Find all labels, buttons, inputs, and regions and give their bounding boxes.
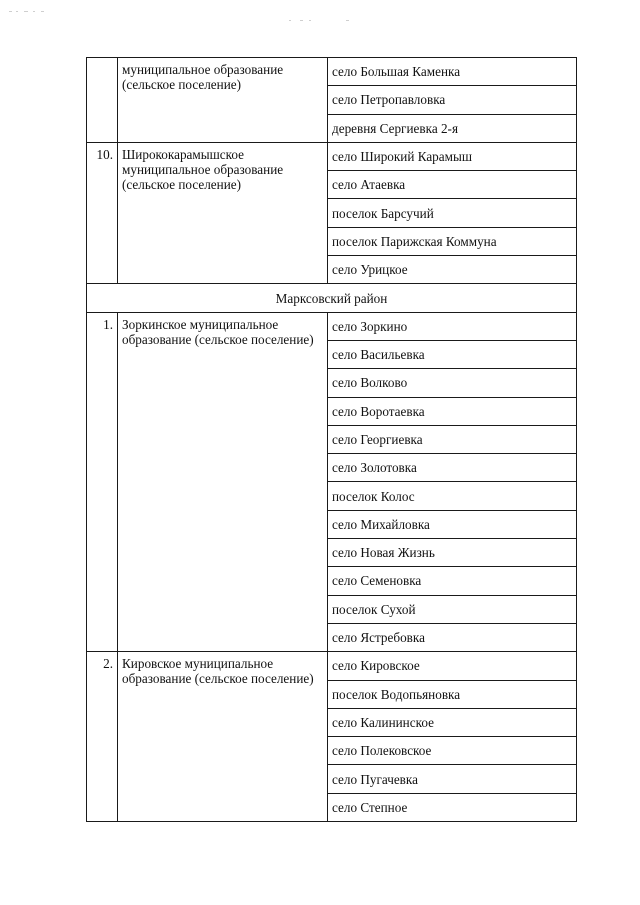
settlement-name: село Ястребовка [328,623,577,651]
settlements-table [86,57,577,822]
settlement-name: село Петропавловка [328,86,577,114]
settlement-name: село Широкий Карамыш [328,142,577,170]
settlement-name: поселок Барсучий [328,199,577,227]
settlement-name: село Кировское [328,652,577,680]
row-number [87,58,118,143]
settlement-name: село Пугачевка [328,765,577,793]
row-number: 1. [87,312,118,652]
municipality-name: Зоркинское муниципальное образование (сельское поселение) [118,312,328,652]
municipality-name: Кировское муниципальное образование (сельское поселение) [118,652,328,822]
region-title: Марксовский район [87,284,577,312]
settlement-name: деревня Сергиевка 2-я [328,114,577,142]
settlement-name: село Большая Каменка [328,58,577,86]
settlement-name: поселок Сухой [328,595,577,623]
table-row [87,58,577,86]
settlement-name: село Воротаевка [328,397,577,425]
region-header-row [87,284,577,312]
settlement-name: село Калининское [328,708,577,736]
settlement-name: село Новая Жизнь [328,539,577,567]
settlement-name: село Георгиевка [328,425,577,453]
settlements-table-body [87,58,577,822]
table-row [87,142,577,170]
table-row [87,652,577,680]
settlement-name: поселок Парижская Коммуна [328,227,577,255]
row-number: 10. [87,142,118,283]
settlement-name: село Семеновка [328,567,577,595]
settlement-name: село Зоркино [328,312,577,340]
settlement-name: село Михайловка [328,510,577,538]
settlement-name: село Волково [328,369,577,397]
settlement-name: село Золотовка [328,454,577,482]
municipality-name: Ширококарамышское муниципальное образование (сельское поселение) [118,142,328,283]
settlement-name: село Урицкое [328,256,577,284]
settlement-name: село Атаевка [328,171,577,199]
municipality-name: муниципальное образование (сельское поселение) [118,58,328,143]
settlement-name: поселок Водопьяновка [328,680,577,708]
scan-speckles [0,0,640,30]
settlement-name: село Степное [328,793,577,821]
settlement-name: село Васильевка [328,340,577,368]
row-number: 2. [87,652,118,822]
settlement-name: поселок Колос [328,482,577,510]
table-row [87,312,577,340]
settlement-name: село Полековское [328,737,577,765]
